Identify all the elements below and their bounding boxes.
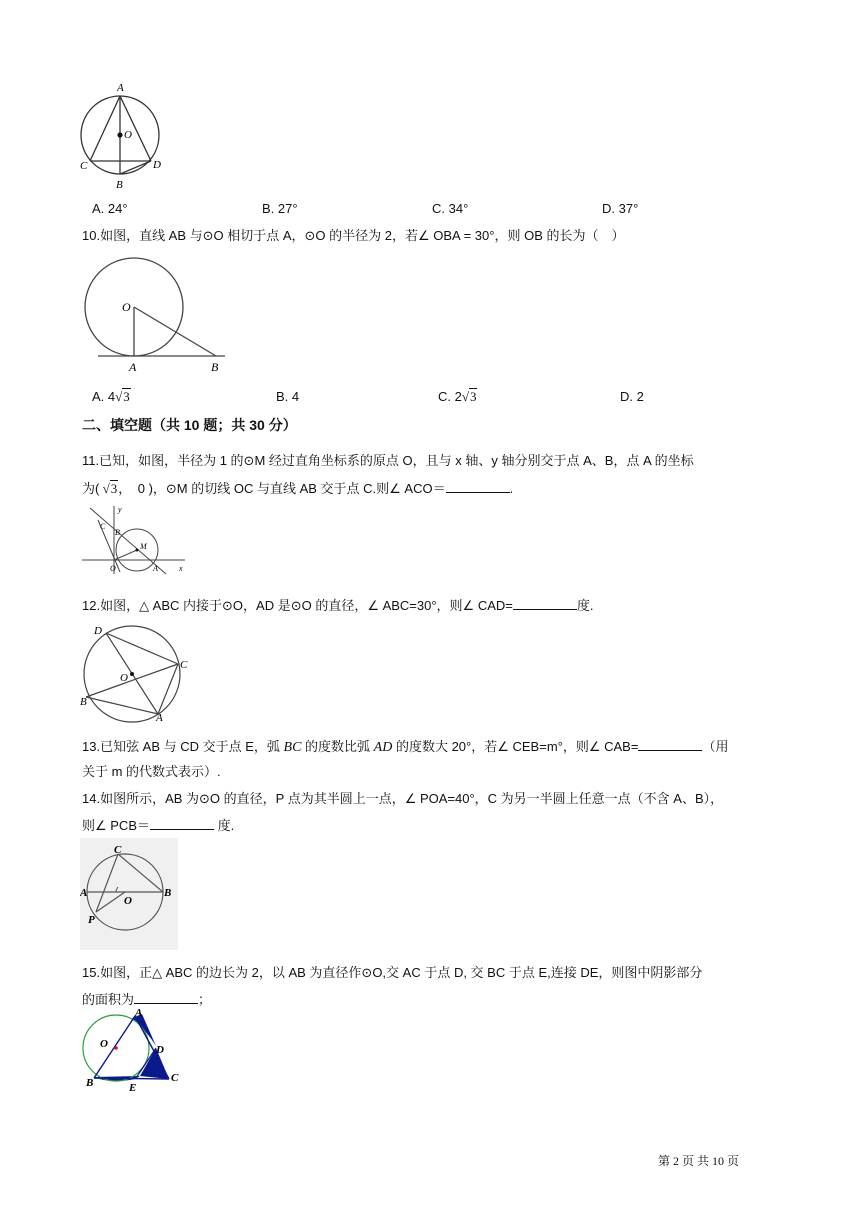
q13-arc-ad: AD: [373, 740, 393, 755]
q10-label-b: B: [211, 360, 219, 374]
q15-suffix: ；: [198, 992, 212, 1007]
q12-stem: [82, 596, 594, 615]
q15-line1: 15.如图，正△ ABC 的边长为 2，以 AB 为直径作⊙O,交 AC 于点 D, 交 BC 于点 E,连接 DE，则图中阴影部分: [82, 965, 703, 980]
q11-figure: [80, 502, 190, 578]
q13-line2: 关于 m 的代数式表示）.: [82, 764, 221, 779]
q14-label-o: O: [124, 895, 132, 907]
q12-label-o: O: [120, 672, 128, 684]
q14-label-c: C: [114, 844, 122, 856]
q10-label-o: O: [122, 300, 131, 314]
q15-label-b: B: [86, 1077, 94, 1089]
q10-option-c-sqrt: √3: [461, 389, 477, 404]
q11-label-m: M: [140, 542, 147, 551]
q12-stem-suffix: 度.: [576, 598, 594, 613]
q11-stem-prefix: 为(: [82, 481, 100, 496]
q10-figure: [82, 245, 232, 377]
q14-label-b: B: [164, 887, 172, 899]
q11-label-x: x: [179, 564, 183, 573]
q11-answer-blank: [446, 479, 510, 493]
q11-sqrt: √3: [99, 481, 118, 496]
section-title: 二、填空题（共 10 题；共 30 分）: [82, 417, 297, 433]
q13-text-d: （用: [702, 739, 729, 754]
q13-arc-bc: BC: [283, 740, 302, 755]
q10-option-b: B. 4: [276, 389, 300, 404]
q15-prefix: 的面积为: [82, 992, 135, 1007]
q15-line2: [82, 990, 211, 1009]
q11-stem-line2: [82, 479, 513, 498]
q9-label-a: A: [117, 82, 124, 94]
q10-option-d: D. 2: [620, 389, 644, 404]
q11-label-y: y: [118, 505, 122, 514]
q10-label-a: A: [129, 360, 137, 374]
q11-stem-line1: 11.已知，如图，半径为 1 的⊙M 经过直角坐标系的原点 O，且与 x 轴、y 轴分别交于点 A、B，点 A 的坐标: [82, 453, 694, 468]
q12-label-c: C: [180, 659, 188, 671]
q9-option-a: A. 24°: [92, 201, 128, 216]
q15-answer-blank: [134, 990, 198, 1004]
q14-prefix: 则∠ PCB＝: [82, 818, 150, 833]
q12-label-a: A: [156, 712, 163, 724]
q15-figure: [80, 1008, 190, 1096]
q11-stem-end: .: [509, 481, 514, 496]
q11-label-a: A: [153, 564, 158, 573]
q12-label-d: D: [94, 625, 102, 637]
q15-label-d: D: [156, 1044, 164, 1056]
q10-stem: 10.如图，直线 AB 与⊙O 相切于点 A，⊙O 的半径为 2，若∠ OBA = 30°，则 OB 的长为（ ）: [82, 228, 625, 243]
q11-label-b: B: [115, 528, 120, 537]
q13-answer-blank: [638, 737, 702, 751]
q13-line1: [82, 737, 728, 757]
q11-label-o: O: [110, 564, 116, 573]
q10-option-a-radicand: 3: [123, 389, 130, 404]
q11-radicand: 3: [110, 481, 118, 496]
q10-option-a: [92, 389, 131, 405]
q9-option-b: B. 27°: [262, 201, 298, 216]
page-footer: 第 2 页 共 10 页: [658, 1154, 740, 1168]
q10-option-c-prefix: C. 2: [438, 389, 462, 404]
q14-figure: [80, 838, 178, 950]
q13-text-a: 13.已知弦 AB 与 CD 交于点 E，弧: [82, 739, 284, 754]
q15-label-c: C: [171, 1072, 179, 1084]
q15-label-o: O: [100, 1038, 108, 1050]
q12-stem-prefix: 12.如图，△ ABC 内接于⊙O，AD 是⊙O 的直径，∠ ABC=30°，则∠ CAD=: [82, 598, 513, 613]
q10-option-a-prefix: A. 4: [92, 389, 116, 404]
q14-answer-blank: [150, 816, 214, 830]
q14-label-a: A: [80, 887, 88, 899]
q14-suffix: 度.: [214, 818, 235, 833]
q15-label-a: A: [135, 1008, 143, 1019]
q11-label-c: C: [100, 522, 106, 531]
q14-line1: 14.如图所示，AB 为⊙O 的直径，P 点为其半圆上一点，∠ POA=40°，C 为另一半圆上任意一点（不含 A、B），: [82, 791, 724, 806]
q14-label-p: P: [88, 914, 95, 926]
q9-label-o: O: [124, 129, 132, 141]
q12-figure: [78, 622, 196, 724]
q9-option-d: D. 37°: [602, 201, 639, 216]
q12-label-b: B: [80, 696, 87, 708]
q12-answer-blank: [513, 596, 577, 610]
q9-label-d: D: [153, 159, 161, 171]
q10-option-c-radicand: 3: [469, 389, 477, 404]
q10-option-a-sqrt: √3: [115, 389, 130, 404]
q9-label-c: C: [80, 160, 88, 172]
q13-text-c: 的度数大 20°，若∠ CEB=m°，则∠ CAB=: [392, 739, 639, 754]
q14-line2: [82, 816, 234, 835]
q9-label-b: B: [116, 179, 123, 191]
q13-text-b: 的度数比弧: [301, 739, 374, 754]
q10-option-c: [438, 389, 477, 405]
q11-stem-suffix: ， 0 )，⊙M 的切线 OC 与直线 AB 交于点 C.则∠ ACO＝: [118, 481, 446, 496]
q9-figure: [78, 80, 168, 195]
q15-label-e: E: [129, 1082, 137, 1094]
q9-option-c: C. 34°: [432, 201, 469, 216]
